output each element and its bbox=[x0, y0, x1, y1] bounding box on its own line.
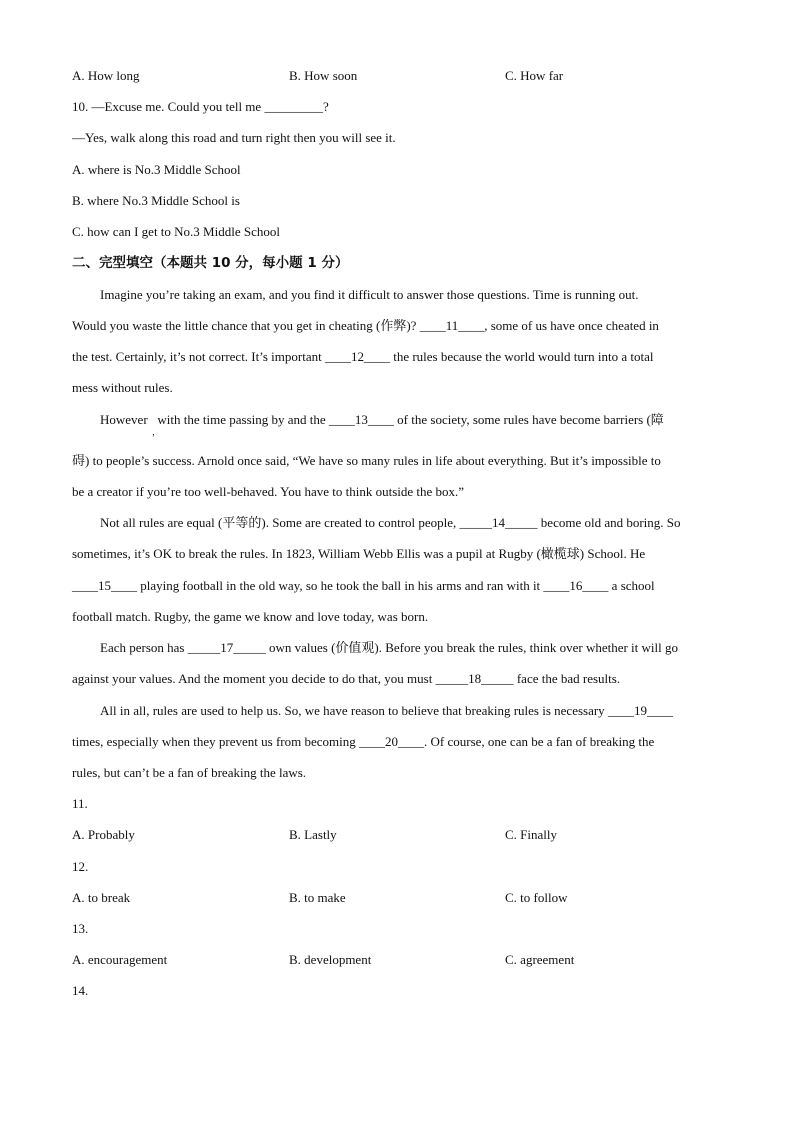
passage-line: rules, but can’t be a fan of breaking the laws. bbox=[72, 765, 307, 780]
q10-option-b: B. where No.3 Middle School is bbox=[72, 193, 240, 208]
blank-18: _____18_____ bbox=[435, 671, 514, 686]
q11-option-a: A. Probably bbox=[72, 827, 135, 842]
passage-line: the test. Certainly, it’s not correct. It’s important ____12____ the rules because the world would turn into a total bbox=[72, 349, 654, 364]
blank-20: ____20____ bbox=[359, 734, 425, 749]
q10-reply: —Yes, walk along this road and turn right then you will see it. bbox=[72, 130, 396, 145]
passage-line: However with the time passing by and the ____13____ of the society, some rules have become barriers (障 bbox=[100, 412, 664, 427]
q9-option-a: A. How long bbox=[72, 68, 140, 83]
blank-11: ____11____ bbox=[419, 318, 485, 333]
passage-line: All in all, rules are used to help us. So, we have reason to believe that breaking rules is necessary ____19____ bbox=[100, 703, 673, 718]
q10-option-a: A. where is No.3 Middle School bbox=[72, 162, 241, 177]
passage-line: football match. Rugby, the game we know and love today, was born. bbox=[72, 609, 429, 624]
passage-line: times, especially when they prevent us from becoming ____20____. Of course, one can be a fan of breaking the bbox=[72, 734, 655, 749]
q12-option-b: B. to make bbox=[289, 890, 346, 905]
passage-line: ____15____ playing football in the old way, so he took the ball in his arms and ran with it ____16____ a school bbox=[72, 578, 655, 593]
passage-line: Each person has _____17_____ own values (价值观). Before you break the rules, think over whether it will go bbox=[100, 640, 679, 655]
q9-option-c: C. How far bbox=[505, 68, 564, 83]
blank-19: ____19____ bbox=[607, 703, 673, 718]
q11-option-c: C. Finally bbox=[505, 827, 558, 842]
passage-line: sometimes, it’s OK to break the rules. In 1823, William Webb Ellis was a pupil at Rugby (橄榄球) School. He bbox=[72, 546, 646, 561]
blank-12: ____12____ bbox=[324, 349, 390, 364]
q10-stem: 10. —Excuse me. Could you tell me _________? bbox=[72, 99, 329, 114]
passage-line: against your values. And the moment you decide to do that, you must _____18_____ face the bad results. bbox=[72, 671, 621, 686]
blank-17: _____17_____ bbox=[187, 640, 266, 655]
q12-option-c: C. to follow bbox=[505, 890, 568, 905]
question-number: 11. bbox=[72, 796, 88, 811]
q13-option-c: C. agreement bbox=[505, 952, 575, 967]
blank-13: ____13____ bbox=[328, 412, 394, 427]
q11-options bbox=[72, 826, 722, 844]
blank-15: ____15____ bbox=[72, 578, 137, 593]
passage-line: 碍) to people’s success. Arnold once said, “We have so many rules in life about everything. But it’s impossible to bbox=[72, 453, 661, 468]
blank-14: _____14_____ bbox=[459, 515, 538, 530]
q12-option-a: A. to break bbox=[72, 890, 131, 905]
q10-option-c: C. how can I get to No.3 Middle School bbox=[72, 224, 280, 239]
q9-options bbox=[72, 67, 722, 85]
question-number: 12. bbox=[72, 859, 89, 874]
q9-option-b: B. How soon bbox=[289, 68, 358, 83]
q13-option-b: B. development bbox=[289, 952, 372, 967]
passage-line: mess without rules. bbox=[72, 380, 173, 395]
q11-option-b: B. Lastly bbox=[289, 827, 337, 842]
question-number: 14. bbox=[72, 983, 89, 998]
section-title: 二、完型填空（本题共 10 分，每小题 1 分） bbox=[72, 255, 349, 271]
passage-line: be a creator if you’re too well-behaved. You have to think outside the box.” bbox=[72, 484, 465, 499]
passage-line: Imagine you’re taking an exam, and you find it difficult to answer those questions. Time is running out. bbox=[100, 287, 639, 302]
blank-16: ____16____ bbox=[543, 578, 609, 593]
q12-options bbox=[72, 889, 722, 907]
q13-options bbox=[72, 951, 722, 969]
passage-line: Not all rules are equal (平等的). Some are created to control people, _____14_____ become old and boring. So bbox=[100, 515, 681, 530]
passage-line: Would you waste the little chance that you get in cheating (作弊)? ____11____, some of us have once cheated in bbox=[72, 318, 659, 333]
q13-option-a: A. encouragement bbox=[72, 952, 168, 967]
question-number: 13. bbox=[72, 921, 89, 936]
stray-comma-mark: ， bbox=[152, 427, 162, 437]
q10-blank: _________ bbox=[264, 99, 323, 114]
